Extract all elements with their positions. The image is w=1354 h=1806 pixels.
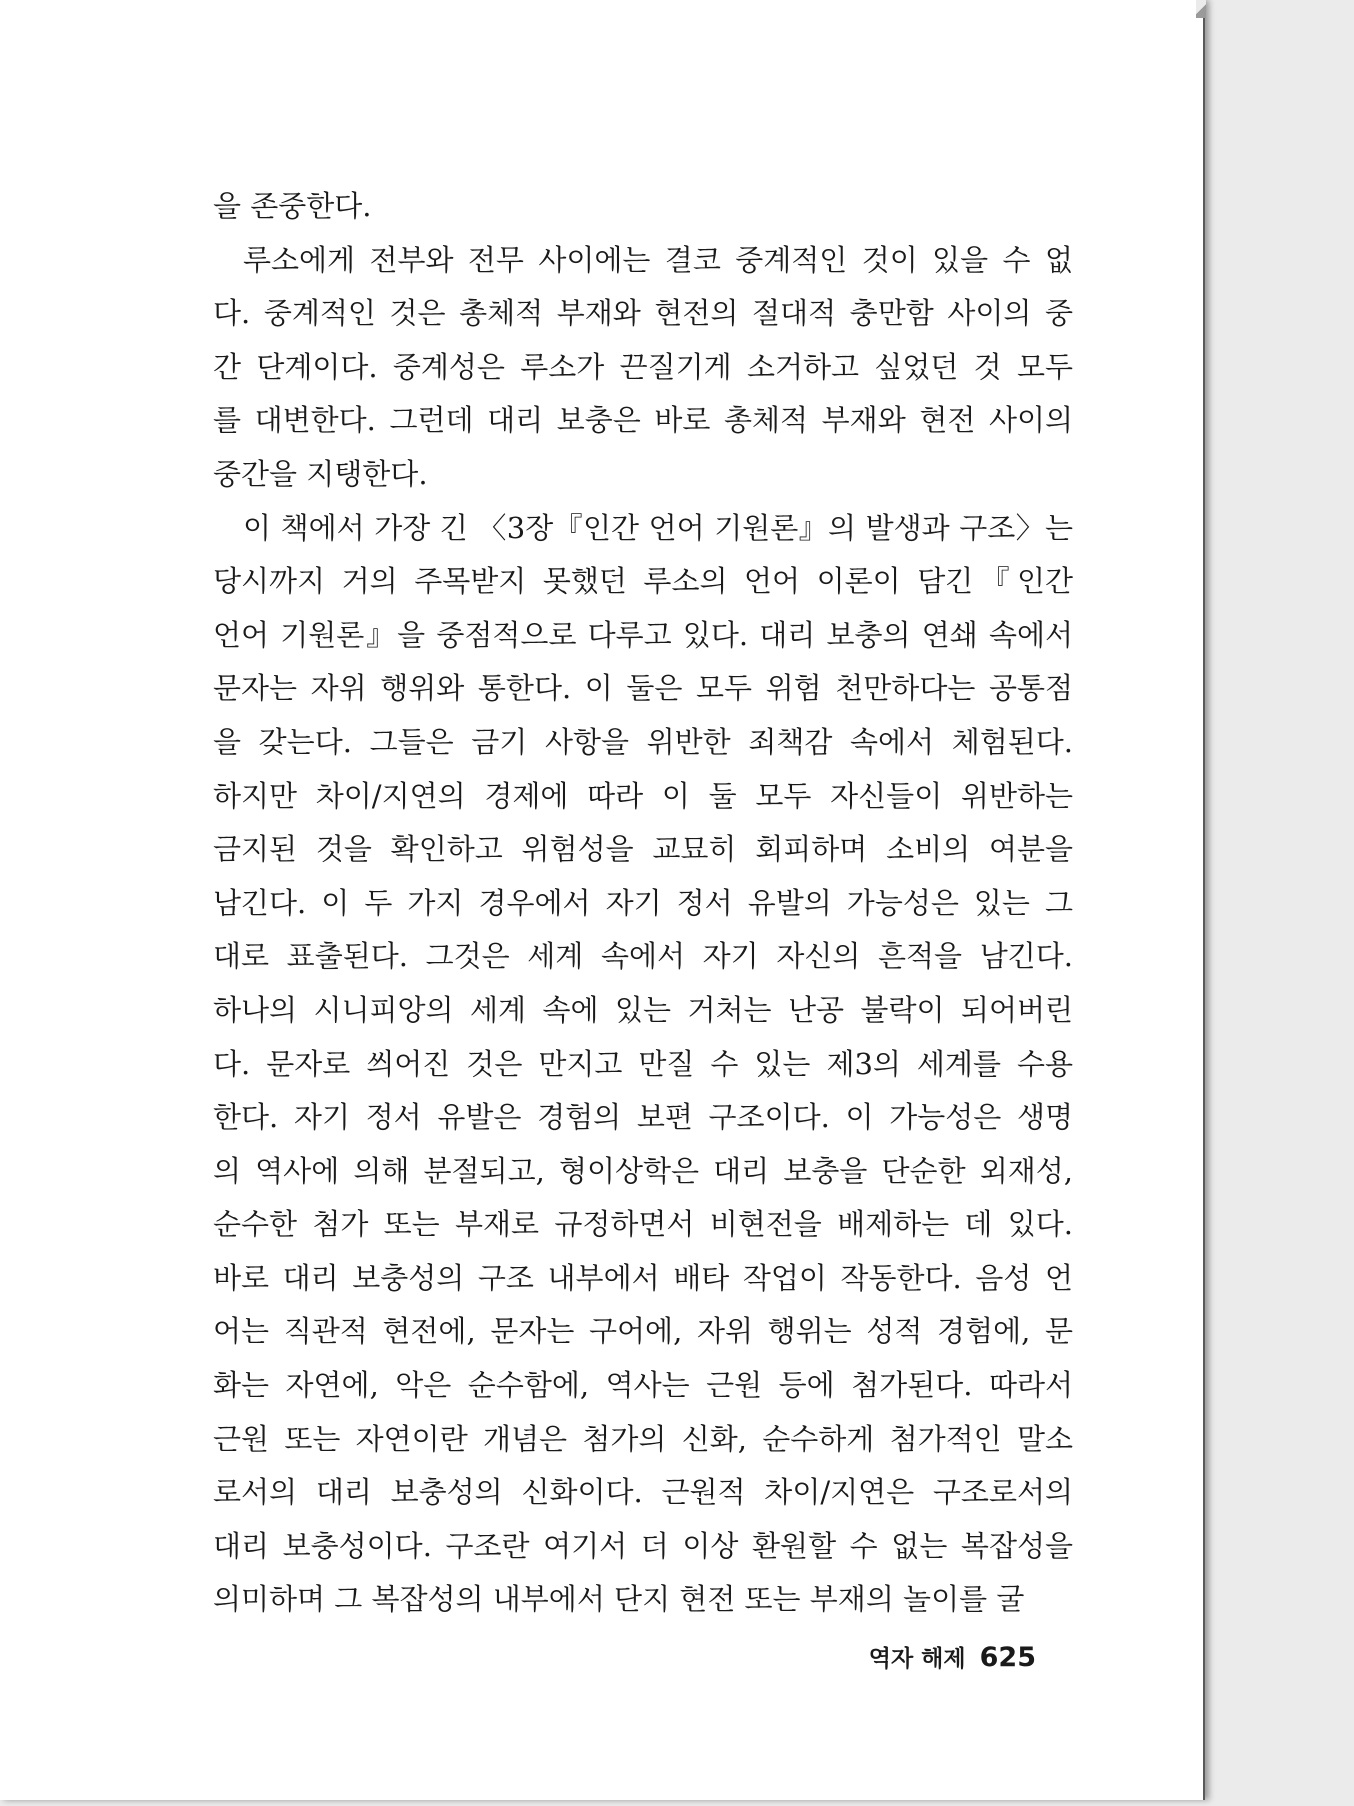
text-line: 당시까지 거의 주목받지 못했던 루소의 언어 이론이 담긴『인간 — [213, 564, 1073, 599]
text-line: 을 갖는다. 그들은 금기 사항을 위반한 죄책감 속에서 체험된다. — [213, 724, 1073, 759]
text-line: 간 단계이다. 중계성은 루소가 끈질기게 소거하고 싶었던 것 모두 — [213, 349, 1073, 384]
body-text — [213, 180, 1073, 1627]
text-line: 대리 보충성이다. 구조란 여기서 더 이상 환원할 수 없는 복잡성을 — [213, 1528, 1073, 1563]
text-line: 대로 표출된다. 그것은 세계 속에서 자기 자신의 흔적을 남긴다. — [213, 939, 1073, 974]
text-line: 중간을 지탱한다. — [213, 456, 428, 491]
text-line: 남긴다. 이 두 가지 경우에서 자기 정서 유발의 가능성은 있는 그 — [213, 885, 1073, 920]
page-number: 625 — [979, 1642, 1036, 1673]
text-line: 근원 또는 자연이란 개념은 첨가의 신화, 순수하게 첨가적인 말소 — [213, 1421, 1073, 1456]
text-line: 의미하며 그 복잡성의 내부에서 단지 현전 또는 부재의 놀이를 굴 — [213, 1582, 1025, 1617]
text-line: 다. 중계적인 것은 총체적 부재와 현전의 절대적 충만함 사이의 중 — [213, 296, 1073, 331]
paragraph — [213, 234, 1073, 502]
page-curl-corner — [1196, 0, 1206, 18]
text-line: 언어 기원론』을 중점적으로 다루고 있다. 대리 보충의 연쇄 속에서 — [213, 617, 1073, 652]
text-line: 의 역사에 의해 분절되고, 형이상학은 대리 보충을 단순한 외재성, — [213, 1153, 1073, 1188]
text-line: 이 책에서 가장 긴 〈3장『인간 언어 기원론』의 발생과 구조〉는 — [243, 510, 1073, 545]
text-line: 문자는 자위 행위와 통한다. 이 둘은 모두 위험 천만하다는 공통점 — [213, 671, 1073, 706]
text-line: 을 존중한다. — [213, 189, 372, 223]
text-line: 다. 문자로 씌어진 것은 만지고 만질 수 있는 제3의 세계를 수용 — [213, 1046, 1073, 1081]
page-footer — [869, 1640, 1036, 1673]
text-line: 금지된 것을 확인하고 위험성을 교묘히 회피하며 소비의 여분을 — [213, 832, 1073, 867]
text-line: 어는 직관적 현전에, 문자는 구어에, 자위 행위는 성적 경험에, 문 — [213, 1314, 1073, 1349]
running-section-title: 역자 해제 — [868, 1646, 966, 1672]
text-line: 바로 대리 보충성의 구조 내부에서 배타 작업이 작동한다. 음성 언 — [213, 1260, 1073, 1295]
text-line: 로서의 대리 보충성의 신화이다. 근원적 차이/지연은 구조로서의 — [213, 1475, 1073, 1510]
text-line: 화는 자연에, 악은 순수함에, 역사는 근원 등에 첨가된다. 따라서 — [213, 1368, 1073, 1403]
text-line: 하지만 차이/지연의 경제에 따라 이 둘 모두 자신들이 위반하는 — [213, 778, 1073, 813]
text-line: 하나의 시니피앙의 세계 속에 있는 거처는 난공 불락이 되어버린 — [213, 992, 1073, 1027]
paragraph — [213, 502, 1073, 1627]
text-line: 한다. 자기 정서 유발은 경험의 보편 구조이다. 이 가능성은 생명 — [213, 1100, 1073, 1135]
paragraph — [213, 180, 1073, 234]
text-line: 루소에게 전부와 전무 사이에는 결코 중계적인 것이 있을 수 없 — [243, 242, 1073, 277]
text-line: 순수한 첨가 또는 부재로 규정하면서 비현전을 배제하는 데 있다. — [213, 1207, 1073, 1242]
text-line: 를 대변한다. 그런데 대리 보충은 바로 총체적 부재와 현전 사이의 — [213, 403, 1073, 438]
